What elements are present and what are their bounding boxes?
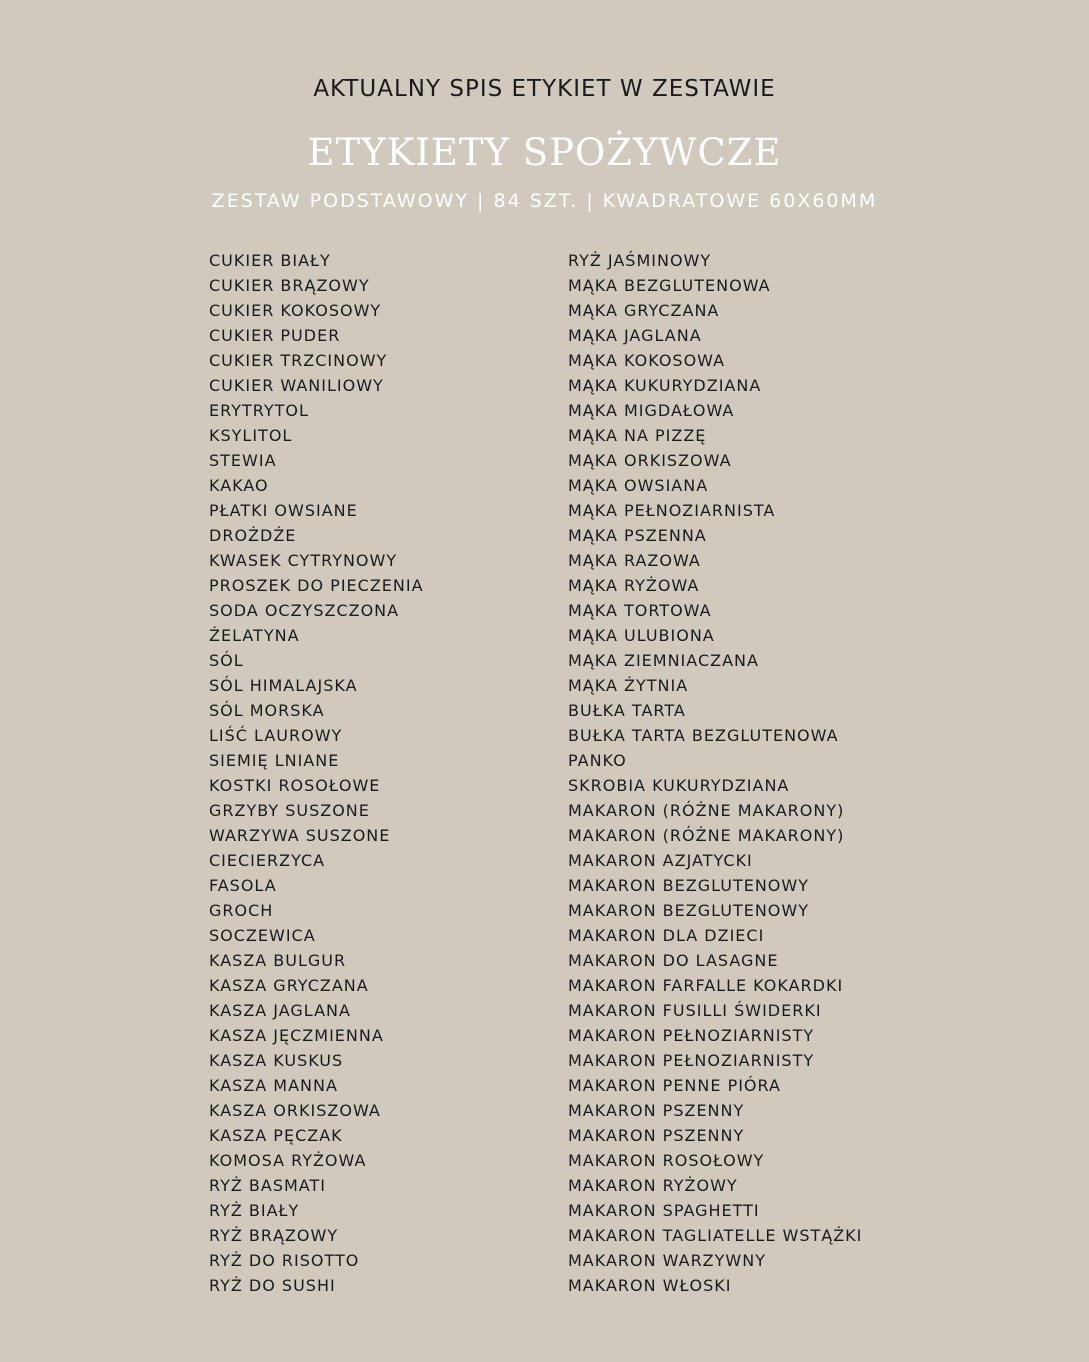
label-item: KOSTKI ROSOŁOWE — [209, 776, 381, 795]
label-item: MĄKA NA PIZZĘ — [568, 426, 707, 445]
eyebrow-heading: AKTUALNY SPIS ETYKIET W ZESTAWIE — [313, 76, 776, 102]
label-item: MAKARON PENNE PIÓRA — [568, 1076, 781, 1095]
label-item: MAKARON FARFALLE KOKARDKI — [568, 976, 844, 995]
label-item: SÓL — [209, 651, 244, 670]
label-item: MAKARON (RÓŻNE MAKARONY) — [568, 801, 845, 820]
label-item: SKROBIA KUKURYDZIANA — [568, 776, 790, 795]
label-item: MAKARON FUSILLI ŚWIDERKI — [568, 1001, 822, 1020]
label-item: MAKARON PSZENNY — [568, 1126, 745, 1145]
label-item: MAKARON PEŁNOZIARNISTY — [568, 1051, 815, 1070]
label-item: MAKARON BEZGLUTENOWY — [568, 876, 809, 895]
label-item: KASZA MANNA — [209, 1076, 338, 1095]
label-item: CUKIER BIAŁY — [209, 251, 331, 270]
label-item: MĄKA MIGDAŁOWA — [568, 401, 735, 420]
label-item: MAKARON TAGLIATELLE WSTĄŻKI — [568, 1226, 863, 1245]
label-item: RYŻ JAŚMINOWY — [568, 251, 712, 270]
label-item: MĄKA ŻYTNIA — [568, 676, 689, 695]
label-item: MAKARON PEŁNOZIARNISTY — [568, 1026, 815, 1045]
label-item: KAKAO — [209, 476, 269, 495]
label-item: KASZA BULGUR — [209, 951, 347, 970]
label-item: MĄKA ORKISZOWA — [568, 451, 732, 470]
label-item: MAKARON SPAGHETTI — [568, 1201, 760, 1220]
label-item: MAKARON DO LASAGNE — [568, 951, 779, 970]
label-item: RYŻ BIAŁY — [209, 1201, 300, 1220]
label-item: RYŻ BASMATI — [209, 1176, 326, 1195]
label-item: ŻELATYNA — [209, 626, 300, 645]
label-item: MĄKA KUKURYDZIANA — [568, 376, 762, 395]
label-item: SIEMIĘ LNIANE — [209, 751, 340, 770]
label-item: MAKARON RYŻOWY — [568, 1176, 738, 1195]
label-item: WARZYWA SUSZONE — [209, 826, 391, 845]
label-item: PROSZEK DO PIECZENIA — [209, 576, 424, 595]
label-item: MĄKA KOKOSOWA — [568, 351, 726, 370]
label-list-left — [209, 248, 424, 1298]
label-item: DROŻDŻE — [209, 526, 297, 545]
label-item: SÓL MORSKA — [209, 701, 325, 720]
label-item: MĄKA JAGLANA — [568, 326, 702, 345]
label-item: RYŻ DO RISOTTO — [209, 1251, 360, 1270]
label-item: GRZYBY SUSZONE — [209, 801, 370, 820]
label-item: RYŻ DO SUSHI — [209, 1276, 336, 1295]
label-item: CUKIER PUDER — [209, 326, 341, 345]
label-item: KSYLITOL — [209, 426, 293, 445]
label-item: MĄKA TORTOWA — [568, 601, 712, 620]
label-item: CUKIER TRZCINOWY — [209, 351, 388, 370]
label-item: KASZA JĘCZMIENNA — [209, 1026, 384, 1045]
label-item: BUŁKA TARTA BEZGLUTENOWA — [568, 726, 839, 745]
label-item: MĄKA RAZOWA — [568, 551, 701, 570]
label-item: MĄKA PSZENNA — [568, 526, 707, 545]
label-item: MAKARON AZJATYCKI — [568, 851, 753, 870]
label-item: MĄKA RYŻOWA — [568, 576, 700, 595]
label-item: PŁATKI OWSIANE — [209, 501, 358, 520]
label-item: SODA OCZYSZCZONA — [209, 601, 400, 620]
page-title: ETYKIETY SPOŻYWCZE — [307, 131, 782, 174]
label-item: MĄKA ULUBIONA — [568, 626, 715, 645]
label-item: MAKARON BEZGLUTENOWY — [568, 901, 809, 920]
label-item: SOCZEWICA — [209, 926, 316, 945]
label-item: MĄKA GRYCZANA — [568, 301, 720, 320]
label-item: RYŻ BRĄZOWY — [209, 1226, 339, 1245]
label-item: GROCH — [209, 901, 274, 920]
label-item: KASZA ORKISZOWA — [209, 1101, 381, 1120]
label-item: KASZA JAGLANA — [209, 1001, 351, 1020]
label-item: MAKARON ROSOŁOWY — [568, 1151, 765, 1170]
label-item: CUKIER BRĄZOWY — [209, 276, 370, 295]
label-item: CUKIER KOKOSOWY — [209, 301, 382, 320]
label-item: KASZA KUSKUS — [209, 1051, 344, 1070]
label-item: MAKARON WŁOSKI — [568, 1276, 732, 1295]
label-item: MAKARON WARZYWNY — [568, 1251, 766, 1270]
label-item: KOMOSA RYŻOWA — [209, 1151, 367, 1170]
label-item: MĄKA BEZGLUTENOWA — [568, 276, 771, 295]
label-item: BUŁKA TARTA — [568, 701, 686, 720]
label-item: KWASEK CYTRYNOWY — [209, 551, 398, 570]
label-item: PANKO — [568, 751, 627, 770]
label-item: SÓL HIMALAJSKA — [209, 676, 358, 695]
label-list-right — [568, 248, 862, 1298]
label-item: CUKIER WANILIOWY — [209, 376, 384, 395]
label-item: LIŚĆ LAUROWY — [209, 726, 343, 745]
label-item: ERYTRYTOL — [209, 401, 309, 420]
label-item: CIECIERZYCA — [209, 851, 326, 870]
label-item: MĄKA ZIEMNIACZANA — [568, 651, 759, 670]
page-subtitle: ZESTAW PODSTAWOWY | 84 SZT. | KWADRATOWE 60X60MM — [211, 190, 878, 212]
label-item: FASOLA — [209, 876, 277, 895]
label-item: MAKARON DLA DZIECI — [568, 926, 765, 945]
label-item: KASZA PĘCZAK — [209, 1126, 343, 1145]
label-item: MAKARON (RÓŻNE MAKARONY) — [568, 826, 845, 845]
label-item: MAKARON PSZENNY — [568, 1101, 745, 1120]
label-item: STEWIA — [209, 451, 277, 470]
label-item: MĄKA OWSIANA — [568, 476, 709, 495]
label-item: KASZA GRYCZANA — [209, 976, 369, 995]
label-item: MĄKA PEŁNOZIARNISTA — [568, 501, 776, 520]
